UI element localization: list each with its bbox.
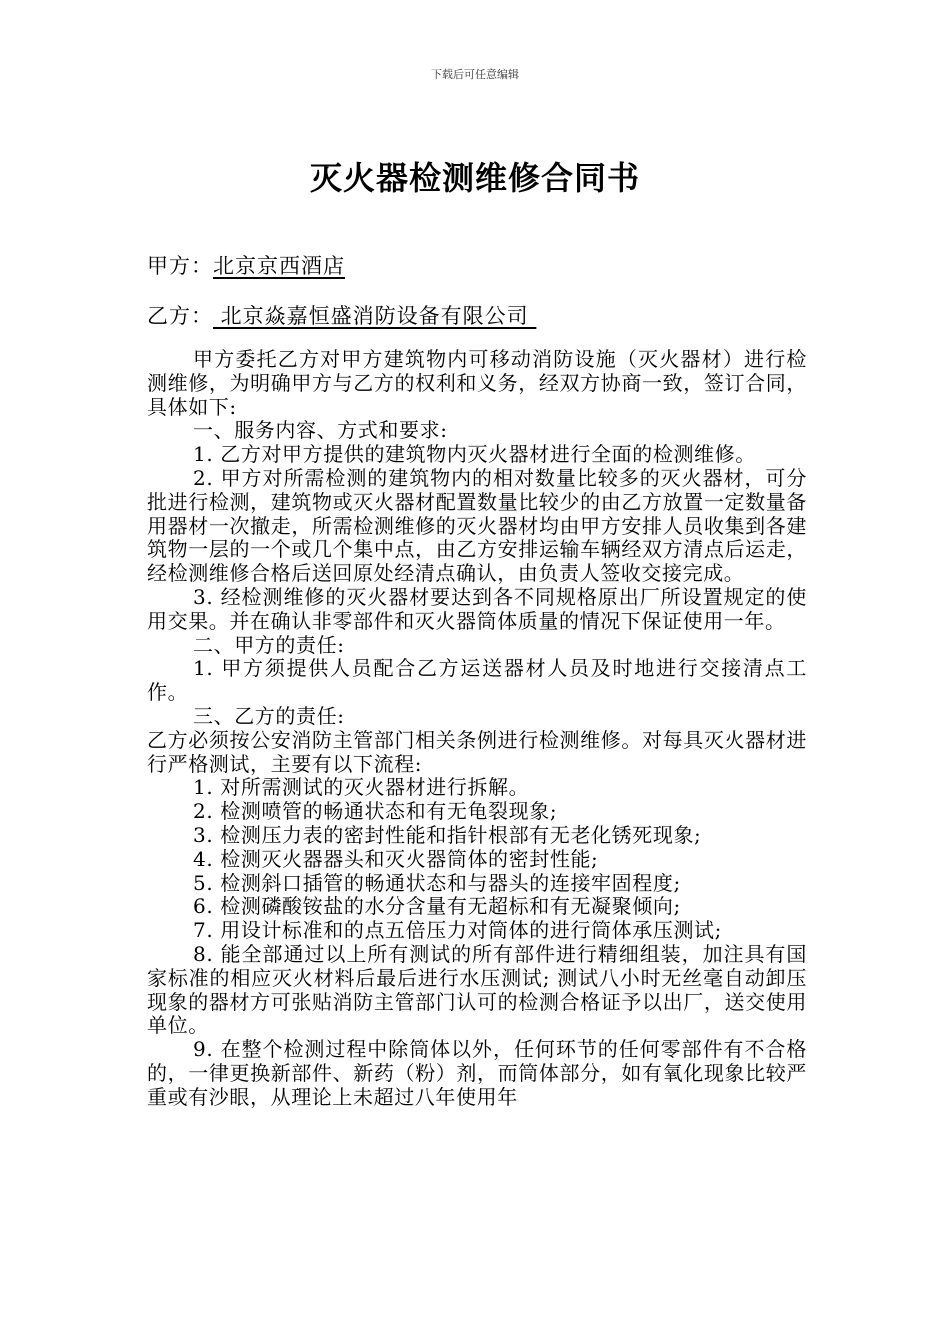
section-heading-2: 二、甲方的责任: [193, 632, 345, 657]
clause-3-8: 8. 能全部通过以上所有测试的所有部件进行精细组装，加注具有国家标准的相应灭火材料后最后进行水压测试; 测试八小时无丝毫自动卸压现象的器材方可张贴消防主管部门认可的检测合格证予以出厂，送交使用单位。 [147, 941, 807, 1038]
section-heading-3: 三、乙方的责任: [193, 703, 345, 728]
header-note: 下载后可任意编辑 [431, 68, 519, 81]
clause-3-5: 5. 检测斜口插管的畅通状态和与器头的连接牢固程度; [193, 870, 681, 895]
clause-3-intro: 乙方必须按公安消防主管部门相关条例进行检测维修。对每具灭火器材进行严格测试，主要有以下流程: [147, 727, 807, 776]
clause-2-1: 1. 甲方须提供人员配合乙方运送器材人员及时地进行交接清点工作。 [147, 656, 807, 705]
party-a-label: 甲方： [147, 254, 213, 278]
clause-3-7: 7. 用设计标准和的点五倍压力对筒体的进行筒体承压测试; [193, 918, 722, 943]
clause-3-4: 4. 检测灭火器器头和灭火器筒体的密封性能; [193, 846, 599, 871]
party-b-label: 乙方： [147, 304, 213, 328]
party-a-name: 北京京西酒店 [213, 254, 345, 278]
clause-1-3: 3. 经检测维修的灭火器材要达到各不同规格原出厂所设置规定的使用交果。并在确认非零部件和灭火器筒体质量的情况下保证使用一年。 [147, 584, 807, 633]
clause-1-1: 1. 乙方对甲方提供的建筑物内灭火器材进行全面的检测维修。 [193, 442, 756, 467]
clause-1-2: 2. 甲方对所需检测的建筑物内的相对数量比较多的灭火器材，可分批进行检测，建筑物或灭火器材配置数量比较少的由乙方放置一定数量备用器材一次撤走，所需检测维修的灭火器材均由甲方安排人员收集到各建筑物一层的一个或几个集中点，由乙方安排运输车辆经双方清点后运走，经检测维修合格后送回原处经清点确认，由负责人签收交接完成。 [147, 465, 807, 586]
clause-3-2: 2. 检测喷管的畅通状态和有无龟裂现象; [193, 799, 558, 824]
party-b [147, 300, 536, 330]
clause-3-9: 9. 在整个检测过程中除筒体以外，任何环节的任何零部件有不合格的，一律更换新部件、新药（粉）剂，而筒体部分，如有氧化现象比较严重或有沙眼，从理论上未超过八年使用年 [147, 1037, 807, 1109]
clause-3-1: 1. 对所需测试的灭火器材进行拆解。 [193, 775, 530, 800]
party-b-name: 北京焱嘉恒盛消防设备有限公司 [213, 304, 537, 328]
document-title: 灭火器检测维修合同书 [309, 159, 640, 197]
clause-3-3: 3. 检测压力表的密封性能和指针根部有无老化锈死现象; [193, 822, 702, 847]
clause-3-6: 6. 检测磷酸铵盐的水分含量有无超标和有无凝聚倾向; [193, 894, 681, 919]
contract-body [147, 348, 807, 1110]
section-heading-1: 一、服务内容、方式和要求: [193, 418, 448, 443]
paragraph-intro: 甲方委托乙方对甲方建筑物内可移动消防设施（灭火器材）进行检测维修，为明确甲方与乙方的权利和义务，经双方协商一致，签订合同，具体如下: [147, 347, 807, 419]
party-a [147, 250, 345, 280]
